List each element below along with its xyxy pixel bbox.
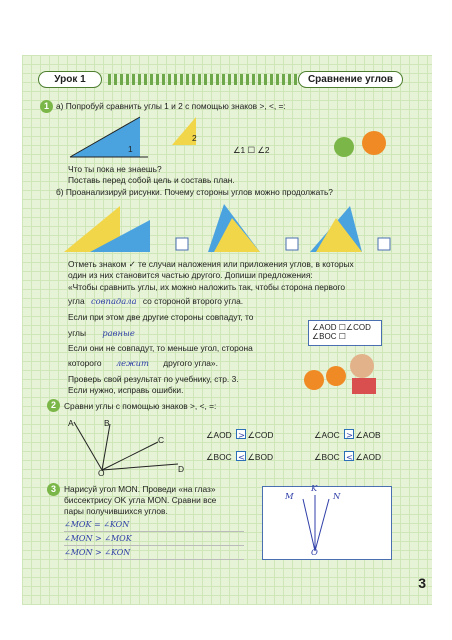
- illustration-cat-parrot: [330, 125, 392, 165]
- topic-label: Сравнение углов: [298, 71, 403, 88]
- header-stripes: [108, 74, 298, 85]
- task1-p5: Если при этом две другие стороны совпадут, то: [68, 312, 254, 322]
- task1-p4: угла совпадала со стороной второго угла.: [68, 296, 244, 306]
- task3-answer-1: ∠MOK = ∠KON: [64, 520, 244, 532]
- task3-l2: биссектрису OK угла MON. Сравни все: [64, 495, 217, 505]
- point-b: B: [104, 418, 110, 428]
- point-o: O: [98, 468, 105, 478]
- task1-line-b: б) Проанализируй рисунки. Почему стороны углов можно продолжать?: [56, 187, 333, 197]
- task1-p2: один из них становится частью другого. Допиши предложения:: [68, 270, 313, 280]
- point-a: A: [68, 418, 74, 428]
- task1-p9: Проверь свой результат по учебнику, стр. 3.: [68, 374, 239, 384]
- task-number-1: 1: [40, 100, 53, 113]
- illustration-teacher-cats: [300, 350, 390, 395]
- task3-l1: Нарисуй угол MON. Проведи «на глаз»: [64, 484, 216, 494]
- handwritten-answer-3: лежит: [115, 358, 149, 368]
- task1-q1: Что ты пока не знаешь?: [68, 164, 162, 174]
- compare-row-1: ∠AOD > ∠COD: [206, 430, 274, 440]
- overlay-figures: [60, 200, 400, 256]
- lesson-label: Урок 1: [38, 71, 102, 88]
- compare-row-2: ∠BOC < ∠BOD: [206, 452, 274, 462]
- task2-line: Сравни углы с помощью знаков >, <, =:: [64, 401, 217, 411]
- angle1-label: 1: [128, 144, 133, 154]
- point-d: D: [178, 464, 185, 474]
- task3-answer-2: ∠MON > ∠MOK: [64, 534, 244, 546]
- angle2-label: 2: [192, 133, 197, 143]
- angles-aobcd-figure: [64, 414, 194, 476]
- label-n: N: [333, 491, 341, 501]
- compare-1-2: ∠1 ☐ ∠2: [233, 145, 270, 155]
- hint-box: ∠AOD ☐∠COD ∠BOC ☐: [308, 320, 382, 346]
- task-number-2: 2: [47, 399, 60, 412]
- handwritten-answer-2: равные: [102, 328, 135, 338]
- task3-answer-3: ∠MON > ∠KON: [64, 548, 244, 560]
- compare-row-4: ∠BOC < ∠AOD: [314, 452, 382, 462]
- page-header: [38, 71, 403, 88]
- task1-p10: Если нужно, исправь ошибки.: [68, 385, 184, 395]
- task1-p6: углы равные: [68, 328, 135, 338]
- compare-row-3: ∠AOC > ∠AOB: [314, 430, 381, 440]
- task1-line-a: а) Попробуй сравнить углы 1 и 2 с помощью знаков >, <, =:: [56, 101, 286, 111]
- task1-p8: которого лежит другого угла».: [68, 358, 218, 368]
- task-number-3: 3: [47, 483, 60, 496]
- drawing-box[interactable]: [262, 483, 392, 560]
- page-number: 3: [418, 575, 426, 591]
- task1-p3: «Чтобы сравнить углы, их можно наложить так, чтобы сторона первого: [68, 282, 346, 292]
- angle-mon-drawing: [263, 487, 391, 559]
- label-k: K: [311, 483, 318, 493]
- task1-q2: Поставь перед собой цель и составь план.: [68, 175, 235, 185]
- task3-l3: пары получившихся углов.: [64, 506, 168, 516]
- handwritten-answer-1: совпадала: [90, 296, 137, 306]
- task1-p1: Отметь знаком ✓ те случаи наложения или приложения углов, в которых: [68, 259, 354, 269]
- label-o: O: [311, 547, 318, 557]
- task1-p7: Если они не совпадут, то меньше угол, сторона: [68, 343, 253, 353]
- point-c: C: [158, 435, 165, 445]
- label-m: M: [285, 491, 294, 501]
